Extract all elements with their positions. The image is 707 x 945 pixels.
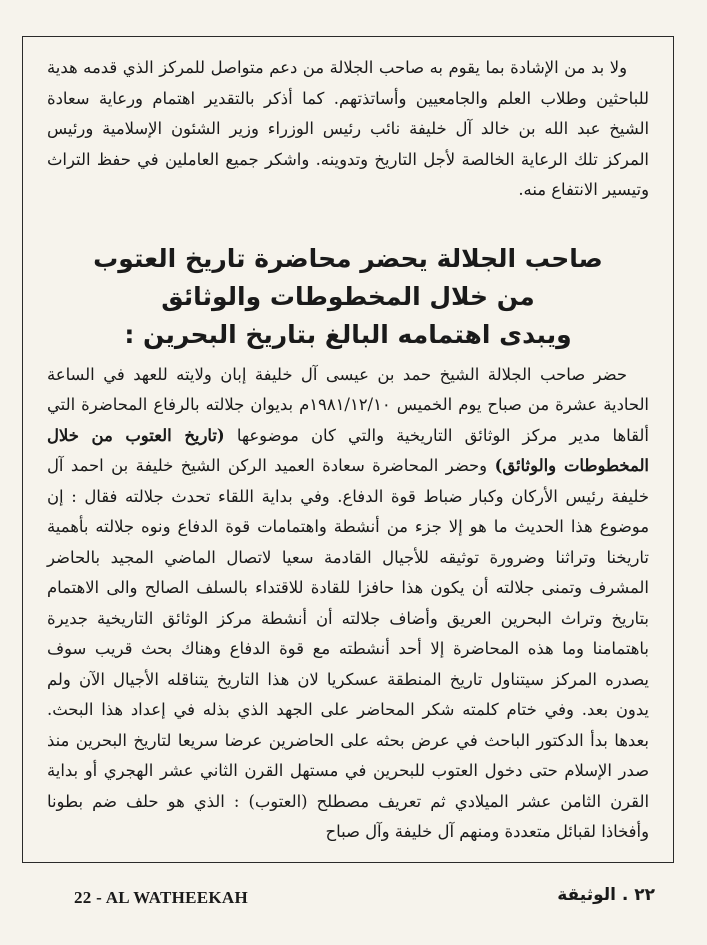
footer-page-label-english: 22 - AL WATHEEKAH [74, 888, 249, 907]
intro-paragraph [47, 53, 649, 206]
heading-line-1: صاحب الجلالة يحضر محاضرة تاريخ العتوب [93, 243, 603, 273]
page-frame [22, 36, 674, 863]
footer-page-label-arabic: ٢٢ . الوثيقة [557, 885, 655, 905]
body-part-1: حضر صاحب الجلالة الشيخ حمد بن عيسى آل خليفة إبان ولايته للعهد في الساعة الحادية عشرة من صباح يوم الخميس ١٩٨١/١٢/١٠م بديوان جلالته بالرفاع المحاضرة التي ألقاها مدير مركز الوثائق التاريخية والتي كان موضوعها [47, 364, 649, 445]
article-body [47, 360, 649, 848]
heading-line-3: ويبدى اهتمامه البالغ بتاريخ البحرين : [124, 319, 572, 349]
intro-text: ولا بد من الإشادة بما يقوم به صاحب الجلالة من دعم متواصل للمركز الذي قدمه هدية للباحثين وطلاب العلم والجامعيين وأساتذتهم. كما أذكر بالتقدير اهتمام ورعاية سعادة الشيخ عبد الله بن خالد آل خليفة نائب رئيس الوزراء وزير الشئون الإسلامية ورئيس المركز تلك الرعاية الخالصة لأجل التاريخ وتدوينه. واشكر جميع العاملين في حفظ التراث وتيسير الانتفاع منه. [47, 58, 649, 199]
article-heading [47, 240, 649, 354]
heading-line-2: من خلال المخطوطات والوثائق [161, 281, 535, 311]
body-bold-title: (تاريخ العتوب من خلال المخطوطات والوثائق) [47, 425, 649, 475]
body-part-2: وحضر المحاضرة سعادة العميد الركن الشيخ خليفة بن احمد آل خليفة رئيس الأركان وكبار ضباط قوة الدفاع. وفي بداية اللقاء تحدث جلالته فقال : إن موضوع هذا الحديث ما هو إلا جزء من أنشطة واهتمامات قوة الدفاع ونوه جلالته بأهمية تاريخنا وتراثنا وضرورة توثيقه للأجيال القادمة سعيا لاتصال الماضي المجيد بالحاضر المشرف وتمنى جلالته أن يكون هذا حافزا للقادة للاقتداء بالسلف الصالح والى الاهتمام بتاريخ وتراث البحرين العريق وأضاف جلالته أن أنشطة مركز الوثائق التاريخية جديرة باهتمامنا وما هذه المحاضرة إلا أحد أنشطته مع قوة الدفاع وهناك بحث قريب سوف يصدره المركز سيتناول تاريخ المنطقة عسكريا لان هذا التاريخ يتناقله الأجيال الآن ولم يدون بعد. وفي ختام كلمته شكر المحاضر على الجهد الذي بذله في إعداد هذا البحث. بعدها بدأ الدكتور الباحث في عرض بحثه على الحاضرين عرضا سريعا لتاريخ البحرين منذ صدر الإسلام حتى دخول العتوب للبحرين في مستهل القرن الثاني عشر الهجري أو بداية القرن الثامن عشر الميلادي ثم تعريف مصطلح (العتوب) : الذي هو حلف ضم بطونا وأفخاذا لقبائل متعددة ومنهم آل خليفة وآل صباح [47, 456, 649, 841]
